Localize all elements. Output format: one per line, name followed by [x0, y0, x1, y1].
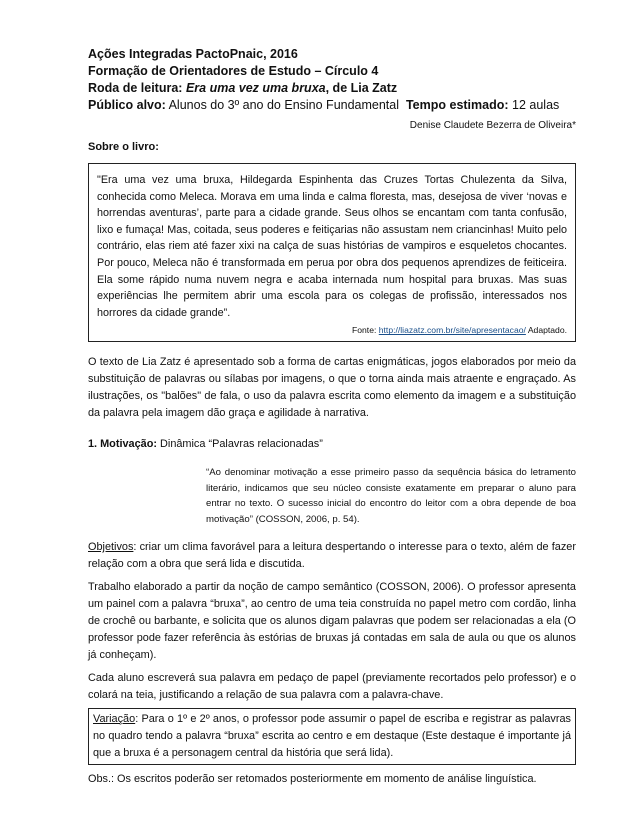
- cosson-citation: “Ao denominar motivação a esse primeiro passo da sequência básica do letramento literário, indicamos que seu núcleo consiste exatamente em preparar o aluno para entrar no texto. O sucesso inicial do encontro do leitor com a obra depende de boa motivação” (COSSON, 2006, p. 54).: [206, 467, 576, 525]
- audience-label: Público alvo:: [88, 98, 166, 112]
- motivation-label: 1. Motivação:: [88, 438, 157, 451]
- objectives-paragraph: [88, 539, 576, 573]
- activity-paragraph: Trabalho elaborado a partir da noção de campo semântico (COSSON, 2006). O professor apresenta um painel com a palavra “bruxa”, ao centro de uma teia construída no papel metro com cordão, linha de crochê ou barbante, e solicita que os alunos digam palavras que podem ser relacionadas a ela (O professor pode fazer referência às estórias de bruxas já contadas em sala de aula ou que os alunos já conheçam).: [88, 580, 576, 661]
- writing-paragraph: Cada aluno escreverá sua palavra em pedaço de papel (previamente recortados pelo professor) e o colará na teia, justificando a relação de sua palavra com a palavra-chave.: [88, 671, 576, 701]
- book-synopsis-box: [88, 163, 576, 342]
- observation-note: Obs.: Os escritos poderão ser retomados posteriormente em momento de análise linguística.: [88, 772, 537, 785]
- intro-paragraph: O texto de Lia Zatz é apresentado sob a forma de cartas enigmáticas, jogos elaborados por meio da substituição de palavras ou sílabas por imagens, o que o torna ainda mais atraente e engraçado. As ilustrações, os "balões" de fala, o uso da palavra escrita como elemento da imagem e a substituição da palavra pela imagem dão graça e agilidade à narrativa.: [88, 356, 576, 420]
- variation-text: : Para o 1º e 2º anos, o professor pode assumir o papel de escriba e registrar as palavras no quadro tendo a palavra “bruxa” escrita ao centro e em destaque (Este destaque é importante já que a bruxa é a personagem central da história que será lida).: [93, 712, 571, 759]
- document-page: [88, 46, 576, 788]
- about-heading: Sobre o livro:: [88, 141, 159, 153]
- header-audience: [88, 97, 576, 114]
- header-reading: [88, 80, 576, 97]
- variation-box: [88, 708, 576, 765]
- book-author: , de Lia Zatz: [325, 81, 398, 95]
- objectives-label: Objetivos: [88, 540, 134, 553]
- header-program: Ações Integradas PactoPnaic, 2016: [88, 47, 298, 61]
- section-motivation-heading: [88, 436, 576, 453]
- book-title: Era uma vez uma bruxa: [185, 81, 326, 95]
- source-label: Fonte:: [352, 325, 377, 336]
- audience-text: Alunos do 3º ano do Ensino Fundamental: [168, 98, 400, 112]
- reading-label: Roda de leitura:: [88, 81, 183, 95]
- synopsis-quote: "Era uma vez uma bruxa, Hildegarda Espinhenta das Cruzes Tortas Chulezenta da Silva, conhecida como Meleca. Morava em uma linda e calma floresta, mas, desejosa de viver ‘novas e horrendas aventuras’, parte para a cidade grande. Seus olhos se encantam com tanta confusão, lixo e fumaça! Mas, coitada, seus poderes e feitiçarias não assustam nem criancinhas! Muito pelo contrário, elas riem até fazer xixi na calça de suas histórias de vampiros e esqueletos chocantes. Por pouco, Meleca não é transformada em perua por obra dos pequenos aprendizes de feiticeira. Ela some rápido numa nuvem negra e acaba internada num hospital para bruxas. Mas suas experiências lhe permitem abrir uma escola para os colegas de profissão, interessados nos horrores da cidade grande”.: [97, 174, 567, 319]
- time-label: Tempo estimado:: [405, 98, 509, 112]
- source-link[interactable]: http://liazatz.com.br/site/apresentacao/: [378, 325, 526, 336]
- objectives-text: : criar um clima favorável para a leitura despertando o interesse para o texto, além de fazer relação com a obra que será lida e discutida.: [88, 540, 576, 570]
- header-formation: Formação de Orientadores de Estudo – Círculo 4: [88, 64, 379, 78]
- source-suffix: Adaptado.: [527, 325, 567, 336]
- variation-label: Variação: [93, 712, 136, 725]
- variation-paragraph: [93, 711, 571, 762]
- author-name: Denise Claudete Bezerra de Oliveira*: [409, 120, 576, 131]
- document-header: [88, 46, 576, 114]
- time-value: 12 aulas: [512, 98, 560, 112]
- motivation-title: Dinâmica “Palavras relacionadas”: [160, 438, 323, 451]
- synopsis-source: [97, 325, 567, 335]
